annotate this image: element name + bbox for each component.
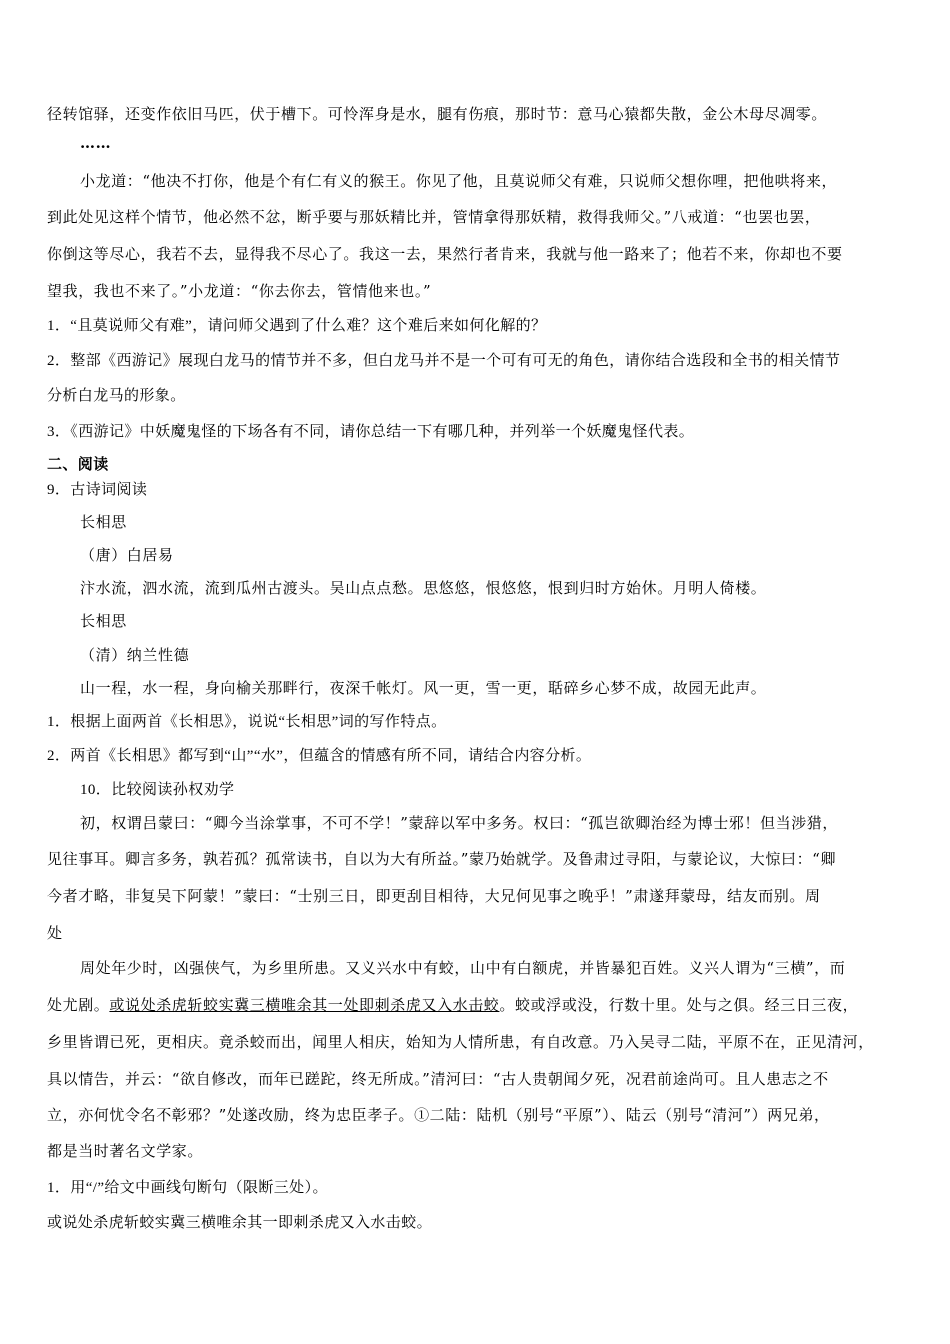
question-line: 1．用“/”给文中画线句断句（限断三处）。 xyxy=(47,1180,328,1196)
question-title: 10．比较阅读孙权劝学 xyxy=(80,782,235,798)
passage-paragraph-line: 初，权谓吕蒙曰：“卿今当涂掌事，不可不学！”蒙辞以军中多务。权曰：“孤岂欲卿治经为博士邪！但当涉猎， xyxy=(80,814,839,832)
passage-paragraph-line: 今者才略，非复吴下阿蒙！”蒙曰：“士别三日，即更刮目相待，大兄何见事之晚乎！”肃遂拜蒙母，结友而别。周 xyxy=(47,887,821,905)
passage-paragraph-line: 都是当时著名文学家。 xyxy=(47,1142,204,1160)
passage-paragraph-line: 望我，我也不来了。”小龙道：“你去你去，管情他来也。” xyxy=(47,282,432,300)
passage-paragraph-line: 到此处见这样个情节，他必然不忿，断乎要与那妖精比并，管情拿得那妖精，救得我师父。”八戒道：“也罢也罢， xyxy=(47,208,821,226)
sentence-to-punctuate: 或说处杀虎斩蛟实冀三横唯余其一即刺杀虎又入水击蛟。 xyxy=(47,1215,433,1231)
poem-title: 长相思 xyxy=(80,513,127,531)
question-line: 1．根据上面两首《长相思》，说说“长相思”词的写作特点。 xyxy=(47,714,447,730)
passage-continued-line: 径转馆驿，还变作依旧马匹，伏于槽下。可怜浑身是水，腿有伤痕，那时节：意马心猿都失散，金公木母尽凋零。 xyxy=(47,105,828,123)
question-line: 3．《西游记》中妖魔鬼怪的下场各有不同，请你总结一下有哪几种，并列举一个妖魔鬼怪代表。 xyxy=(47,424,695,440)
text-segment: 。蛟或浮或没，行数十里。处与之俱。经三日三夜， xyxy=(499,996,859,1014)
passage-paragraph-line: 见往事耳。卿言多务，孰若孤？孤常读书，自以为大有所益。”蒙乃始就学。及鲁肃过寻阳，与蒙论议，大惊曰：“卿 xyxy=(47,850,837,868)
poem-author: （清）纳兰性德 xyxy=(80,646,190,664)
underlined-sentence: 或说处杀虎斩蛟实冀三横唯余其一处即刺杀虎又入水击蛟 xyxy=(109,996,500,1014)
text-segment: 处尤剧。 xyxy=(47,996,110,1014)
ellipsis: …… xyxy=(80,134,112,152)
passage-paragraph-line: 小龙道：“他决不打你，他是个有仁有义的猴王。你见了他，且莫说师父有难，只说师父想你哩，把他哄将来， xyxy=(80,172,838,190)
poem-author: （唐）白居易 xyxy=(80,546,174,564)
passage-paragraph-line: 处 xyxy=(47,924,63,942)
question-line: 1．“且莫说师父有难”，请问师父遇到了什么难？这个难后来如何化解的？ xyxy=(47,318,547,334)
poem-text: 汴水流，泗水流，流到瓜州古渡头。吴山点点愁。思悠悠，恨悠悠，恨到归时方始休。月明人倚楼。 xyxy=(80,579,767,597)
question-title: 9．古诗词阅读 xyxy=(47,482,148,498)
section-heading: 二、阅读 xyxy=(47,455,109,473)
passage-paragraph-line: 乡里皆谓已死，更相庆。竟杀蛟而出，闻里人相庆，始知为人情所患，有自改意。乃入吴寻二陆，平原不在，正见清河， xyxy=(47,1033,874,1051)
poem-title: 长相思 xyxy=(80,612,127,630)
passage-paragraph-line: 你倒这等尽心，我若不去，显得我不尽心了。我这一去，果然行者肯来，我就与他一路来了；他若不来，你却也不要 xyxy=(47,245,843,263)
question-line: 2．整部《西游记》展现白龙马的情节并不多，但白龙马并不是一个可有可无的角色，请你结合选段和全书的相关情节 xyxy=(47,353,841,369)
passage-paragraph-line: 立，亦何忧令名不彰邪？”处遂改励，终为忠臣孝子。①二陆：陆机（别号“平原”）、陆云（别号“清河”）两兄弟， xyxy=(47,1106,830,1124)
poem-text: 山一程，水一程，身向榆关那畔行，夜深千帐灯。风一更，雪一更，聒碎乡心梦不成，故园无此声。 xyxy=(80,679,767,697)
passage-paragraph-line: 具以情告，并云：“欲自修改，而年已蹉跎，终无所成。”清河曰：“古人贵朝闻夕死，况君前途尚可。且人患志之不 xyxy=(47,1070,829,1088)
question-line: 分析白龙马的形象。 xyxy=(47,388,186,404)
passage-paragraph-line: 周处年少时，凶强侠气，为乡里所患。又义兴水中有蛟，山中有白额虎，并皆暴犯百姓。义兴人谓为“三横”，而 xyxy=(80,959,846,977)
question-line: 2．两首《长相思》都写到“山”“水”，但蕴含的情感有所不同，请结合内容分析。 xyxy=(47,748,592,764)
passage-paragraph-line xyxy=(47,994,912,1015)
